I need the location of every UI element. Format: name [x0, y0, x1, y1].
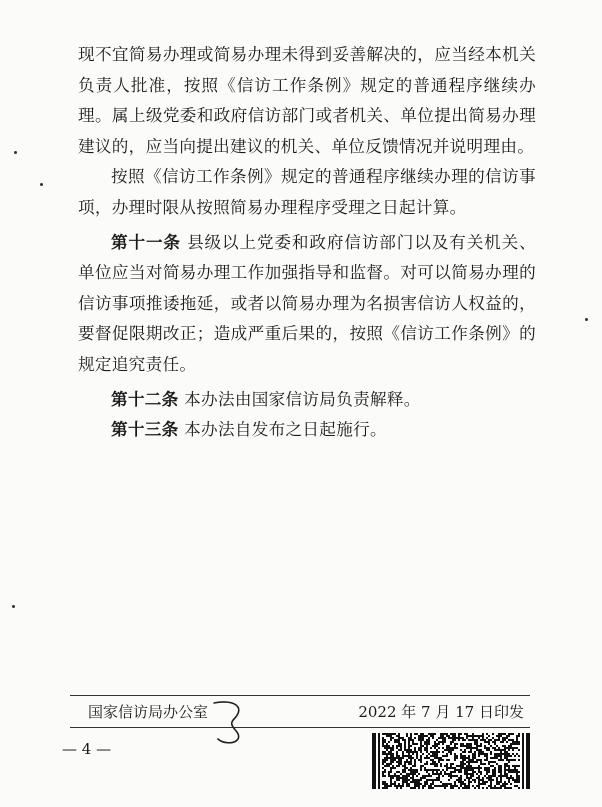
article-13-heading: 第十三条	[111, 420, 179, 440]
article-11-heading: 第十一条	[111, 232, 181, 252]
scan-speck	[14, 151, 17, 154]
article-12	[78, 385, 536, 416]
page-number: — 4 —	[62, 740, 112, 758]
article-13-text: 本办法自发布之日起施行。	[184, 420, 387, 440]
article-12-heading: 第十二条	[111, 389, 179, 409]
article-13	[78, 415, 536, 446]
signature-mark-icon	[208, 697, 252, 745]
article-11	[78, 228, 536, 381]
article-12-text: 本办法由国家信访局负责解释。	[184, 389, 421, 409]
scan-speck	[585, 318, 588, 321]
document-body	[78, 40, 536, 446]
issuer-name: 国家信访局办公室	[88, 703, 209, 721]
footer-bottom-rule	[70, 727, 530, 728]
barcode-icon	[372, 733, 530, 789]
paragraph-continuation: 现不宜简易办理或简易办理未得到妥善解决的，应当经本机关负责人批准，按照《信访工作条例》规定的普通程序继续办理。属上级党委和政府信访部门或者机关、单位提出简易办理建议的，应当向提出建议的机关、单位反馈情况并说明理由。	[78, 45, 536, 156]
scan-speck	[12, 605, 15, 608]
print-date: 2022 年 7 月 17 日印发	[358, 703, 524, 721]
paragraph-processing-time: 按照《信访工作条例》规定的普通程序继续办理的信访事项，办理时限从按照简易办理程序受理之日起计算。	[78, 167, 536, 217]
footer-top-rule	[70, 695, 530, 696]
article-11-text: 县级以上党委和政府信访部门以及有关机关、单位应当对简易办理工作加强指导和监督。对可以简易办理的信访事项推诿拖延，或者以简易办理为名损害信访人权益的，要督促限期改正；造成严重后果的，按照《信访工作条例》的规定追究责任。	[78, 232, 537, 374]
scan-speck	[40, 183, 43, 186]
